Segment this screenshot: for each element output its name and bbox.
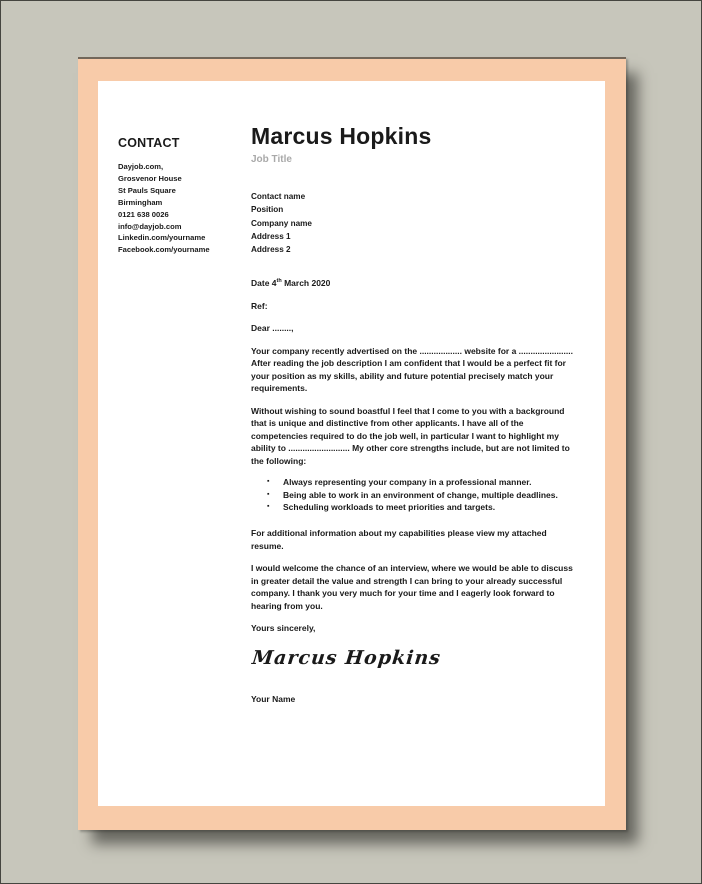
paragraph-interview-request: I would welcome the chance of an interview, where we would be able to discuss in greater detail the value and strength I can bring to your already successful company. I thank you very much for your time and I eagerly look forward to hearing from you. bbox=[251, 563, 573, 611]
list-item bbox=[251, 489, 575, 501]
recipient-company-name: Company name bbox=[251, 218, 312, 228]
applicant-name: Marcus Hopkins bbox=[251, 123, 432, 149]
strengths-list bbox=[251, 476, 575, 513]
contact-line-linkedin: Linkedin.com/yourname bbox=[118, 233, 206, 243]
recipient-block bbox=[251, 190, 575, 256]
date-rest: March 2020 bbox=[281, 278, 331, 289]
paragraph-strengths-lead: Without wishing to sound boastful I feel that I come to you with a background that is unique and distinctive from other applicants. I have all of the competencies required to do the job well, in particular I want to highlight my ability to .......................... My other core strengths include, but are not limited to the following: bbox=[251, 405, 570, 466]
job-title: Job Title bbox=[251, 154, 292, 165]
date-prefix: Date 4 bbox=[251, 278, 277, 289]
contact-line-building: Grosvenor House bbox=[118, 173, 182, 183]
closing-line: Yours sincerely, bbox=[251, 623, 316, 634]
contact-line-city: Birmingham bbox=[118, 197, 163, 207]
contact-line-facebook: Facebook.com/yourname bbox=[118, 245, 210, 255]
contact-line-email: info@dayjob.com bbox=[118, 221, 182, 231]
letter-body bbox=[251, 122, 575, 704]
recipient-contact-name: Contact name bbox=[251, 192, 306, 201]
bullet-icon: ▪ bbox=[267, 490, 270, 498]
contact-heading: CONTACT bbox=[118, 136, 180, 150]
reference-line: Ref: bbox=[251, 300, 268, 311]
recipient-address-1: Address 1 bbox=[251, 231, 291, 241]
paragraph-resume-note: For additional information about my capabilities please view my attached resume. bbox=[251, 528, 547, 551]
list-item-text: Being able to work in an environment of change, multiple deadlines. bbox=[283, 489, 558, 500]
recipient-position: Position bbox=[251, 205, 284, 215]
date-line bbox=[251, 277, 575, 290]
contact-line-street: St Pauls Square bbox=[118, 185, 176, 195]
date-ordinal-suffix: th bbox=[276, 278, 282, 285]
bullet-icon: ▪ bbox=[267, 478, 270, 486]
contact-line-phone: 0121 638 0026 bbox=[118, 209, 169, 219]
contact-line-website: Dayjob.com, bbox=[118, 162, 164, 171]
paragraph-intro: Your company recently advertised on the .................. website for a ....................... After reading the job description I am confident that I would be a perfect fit for your position as my skills, ability and future potential precisely match your requirements. bbox=[251, 345, 573, 394]
contact-details bbox=[118, 161, 246, 256]
handwritten-signature: Marcus Hopkins bbox=[251, 646, 443, 669]
salutation: Dear ........, bbox=[251, 323, 294, 334]
contact-sidebar bbox=[118, 136, 246, 256]
typed-name: Your Name bbox=[251, 693, 296, 704]
list-item-text: Always representing your company in a professional manner. bbox=[283, 477, 532, 488]
recipient-address-2: Address 2 bbox=[251, 245, 291, 255]
list-item bbox=[251, 476, 575, 488]
list-item-text: Scheduling workloads to meet priorities and targets. bbox=[283, 502, 496, 513]
bullet-icon: ▪ bbox=[267, 503, 270, 511]
cover-letter-page bbox=[98, 81, 605, 806]
list-item bbox=[251, 501, 575, 513]
document-frame bbox=[78, 57, 626, 830]
